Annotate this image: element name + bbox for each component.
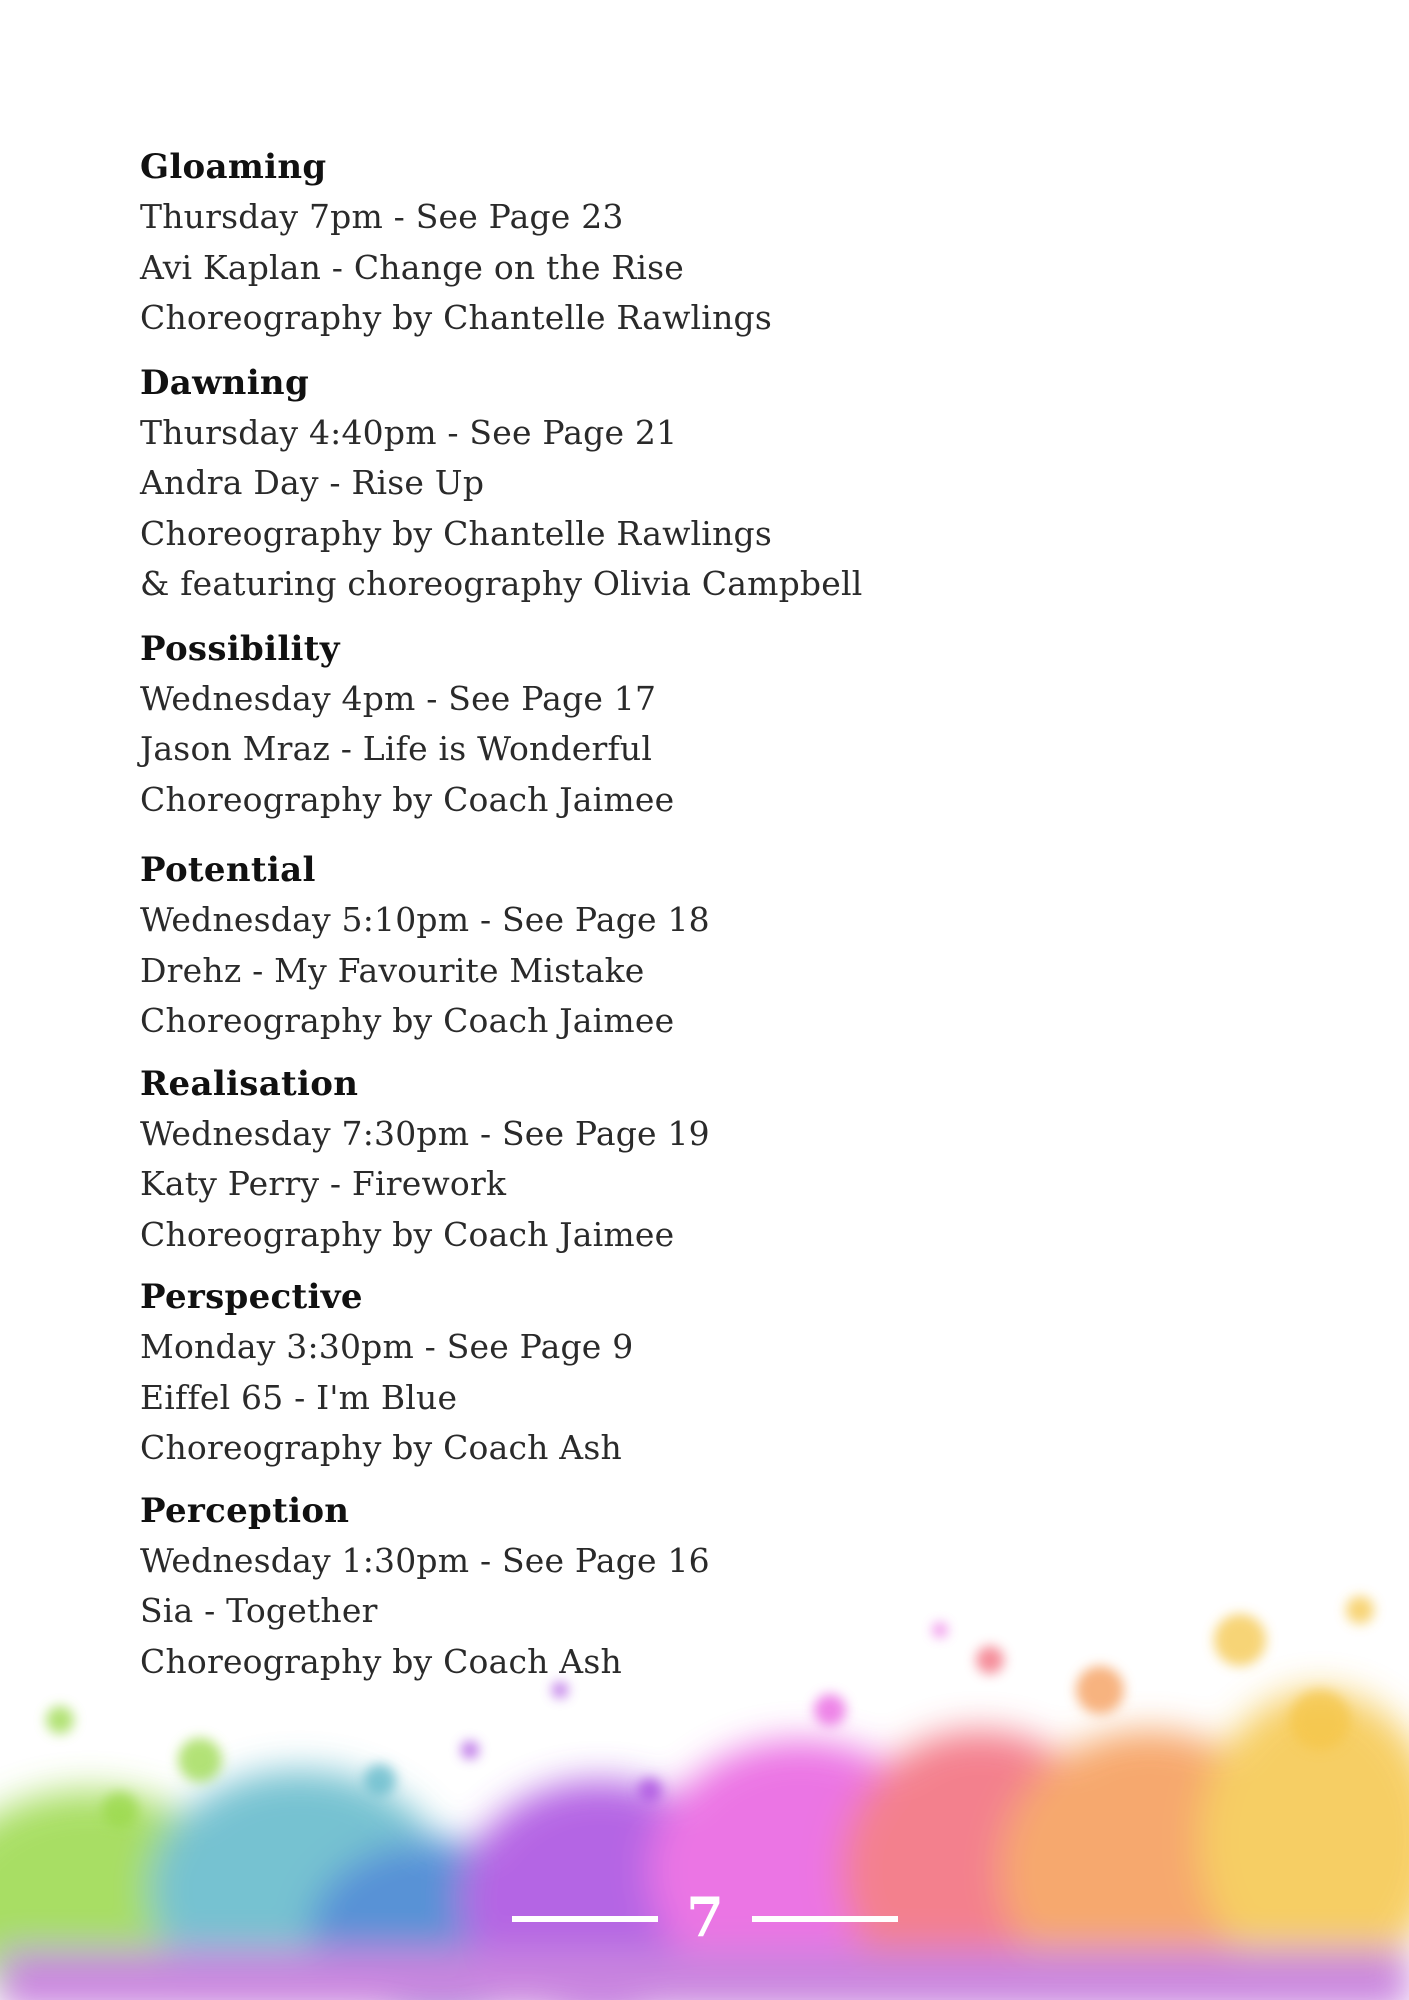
entry-detail-line: Choreography by Chantelle Rawlings (140, 513, 772, 553)
entry-detail-line: Choreography by Chantelle Rawlings (140, 298, 772, 337)
entry-detail-line: Katy Perry - Firework (140, 1164, 507, 1203)
program-entry (140, 845, 1290, 1047)
entry-title: Gloaming (140, 147, 327, 187)
entry-detail-line: Choreography by Coach Ash (140, 1428, 622, 1467)
left-rule (512, 1916, 658, 1922)
entry-detail-line: Jason Mraz - Life is Wonderful (140, 729, 653, 768)
entry-detail-line: Choreography by Coach Jaimee (140, 1214, 675, 1254)
entry-detail-line: Drehz - My Favourite Mistake (140, 950, 645, 990)
entry-title: Dawning (140, 362, 310, 403)
entry-detail-line: Choreography by Coach Jaimee (140, 779, 675, 819)
program-entry (140, 358, 1290, 610)
entry-detail-line: Sia - Together (140, 1591, 378, 1630)
entry-detail-line: Wednesday 7:30pm - See Page 19 (140, 1113, 710, 1153)
entry-detail-line: Wednesday 5:10pm - See Page 18 (140, 900, 710, 939)
program-listing (140, 130, 1290, 1687)
entry-detail-line: Avi Kaplan - Change on the Rise (140, 247, 685, 287)
entry-title: Possibility (140, 628, 340, 669)
entry-detail-line: Choreography by Coach Ash (140, 1641, 622, 1681)
entry-detail-line: Monday 3:30pm - See Page 9 (140, 1327, 634, 1366)
entry-detail-line: Wednesday 1:30pm - See Page 16 (140, 1540, 710, 1580)
entry-detail-line: Wednesday 4pm - See Page 17 (140, 678, 657, 718)
entry-detail-line: & featuring choreography Olivia Campbell (140, 564, 863, 603)
entry-title: Potential (140, 850, 316, 890)
right-rule (752, 1916, 898, 1922)
entry-detail-line: Choreography by Coach Jaimee (140, 1001, 675, 1040)
page-footer (0, 1882, 1409, 1952)
entry-detail-line: Thursday 7pm - See Page 23 (140, 197, 624, 236)
entry-detail-line: Andra Day - Rise Up (140, 463, 485, 502)
program-entry (140, 624, 1290, 826)
entry-detail-line: Thursday 4:40pm - See Page 21 (140, 412, 678, 452)
entry-title: Realisation (140, 1063, 359, 1104)
program-entry (140, 1059, 1290, 1261)
entry-title: Perception (140, 1490, 350, 1531)
entry-detail-line: Eiffel 65 - I'm Blue (140, 1377, 458, 1417)
page-number: 7 (686, 1885, 724, 1949)
program-entry (140, 142, 1290, 344)
entry-title: Perspective (140, 1277, 363, 1317)
program-entry (140, 1272, 1290, 1474)
